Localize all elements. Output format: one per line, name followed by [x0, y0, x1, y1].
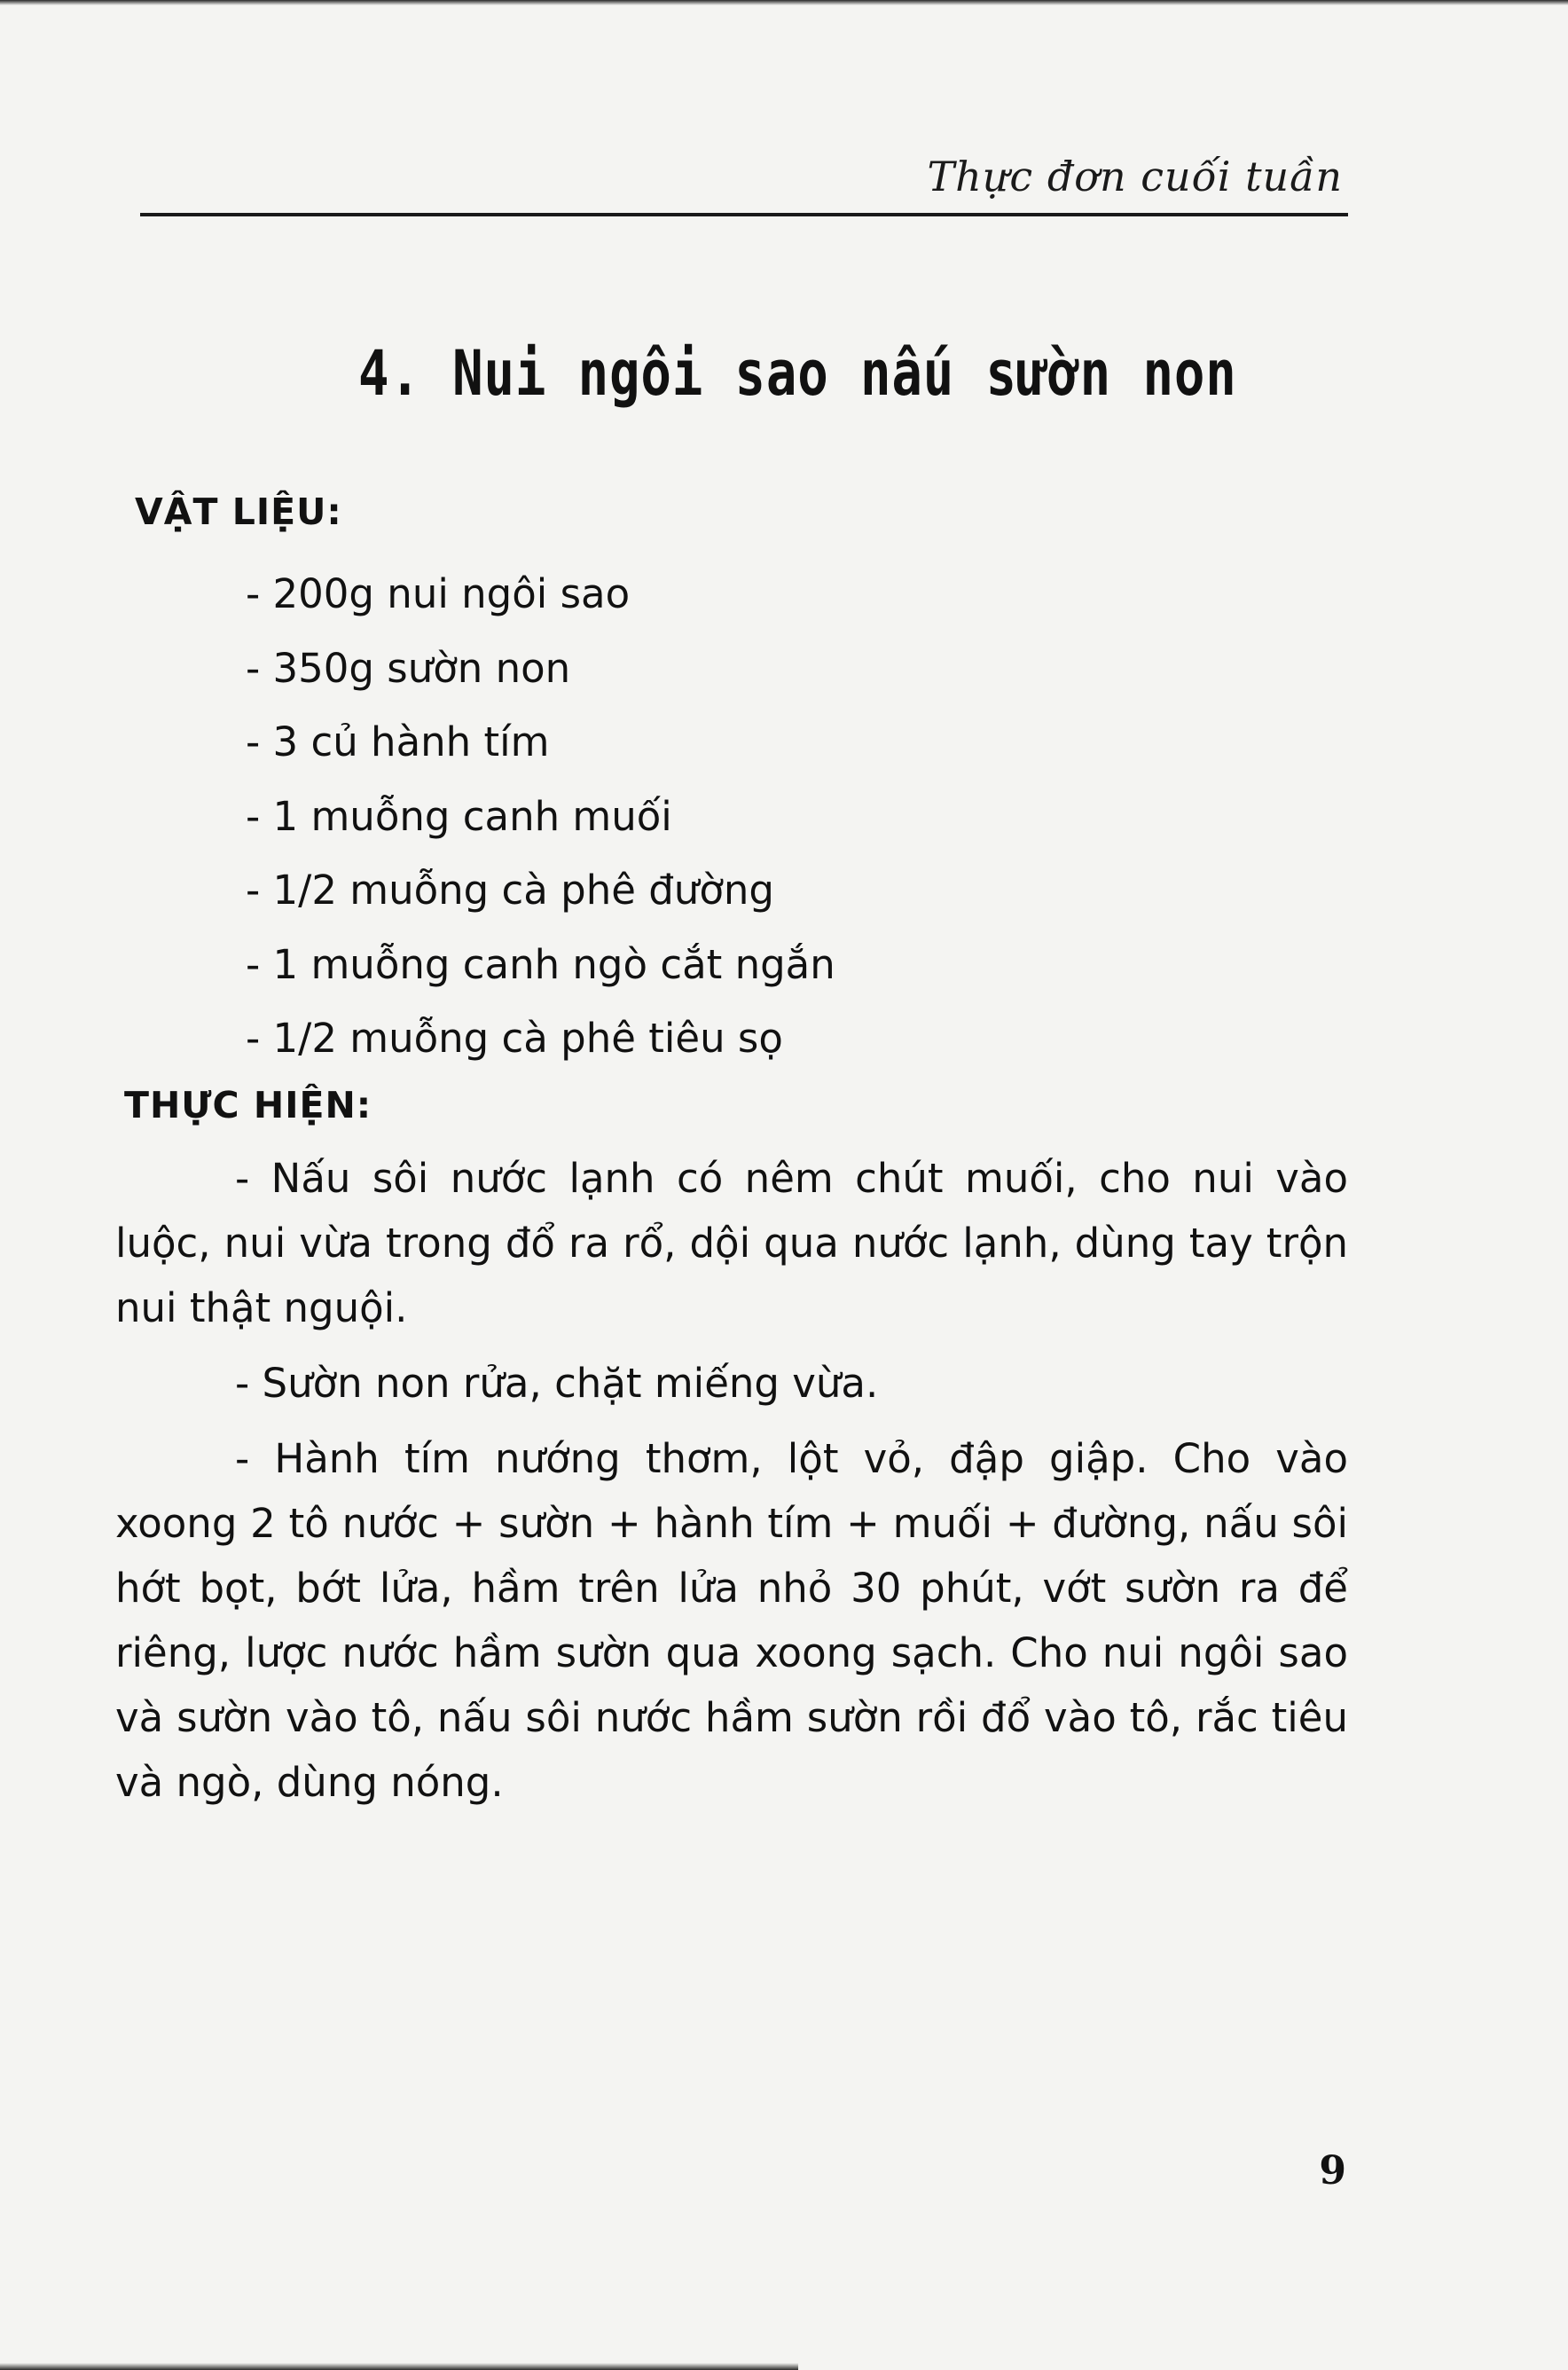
steps-heading: THỰC HIỆN: [124, 1084, 372, 1126]
running-header: Thực đơn cuối tuần [927, 153, 1343, 200]
ingredient-list [246, 557, 835, 1076]
ingredient-item: - 1/2 muỗng cà phê đường [246, 867, 774, 914]
ingredient-item: - 3 củ hành tím [246, 718, 550, 765]
page-top-edge [0, 0, 1568, 5]
ingredient-item: - 350g sườn non [246, 644, 571, 692]
steps-body [115, 1146, 1348, 1825]
ingredient-item: - 1 muỗng canh ngò cắt ngắn [246, 940, 835, 988]
recipe-title: 4. Nui ngôi sao nấu sườn non [358, 337, 1237, 410]
step-paragraph: - Hành tím nướng thơm, lột vỏ, đập giập. Cho vào xoong 2 tô nước + sườn + hành tím + muối + đường, nấu sôi hớt bọt, bớt lửa, hầm trên lửa nhỏ 30 phút, vớt sườn ra để riêng, lược nước hầm sườn qua xoong sạch. Cho nui ngôi sao và sườn vào tô, nấu sôi nước hầm sườn rồi đổ vào tô, rắc tiêu và ngò, dùng nóng. [115, 1435, 1348, 1806]
page-number: 9 [1319, 2148, 1346, 2193]
step-paragraph: - Nấu sôi nước lạnh có nêm chút muối, cho nui vào luộc, nui vừa trong đổ ra rổ, dội qua nước lạnh, dùng tay trộn nui thật nguội. [115, 1155, 1348, 1331]
ingredient-item: - 1 muỗng canh muối [246, 792, 672, 840]
step-paragraph: - Sườn non rửa, chặt miếng vừa. [235, 1360, 879, 1407]
ingredients-heading: VẬT LIỆU: [135, 490, 342, 533]
ingredient-item: - 200g nui ngôi sao [246, 570, 631, 617]
ingredient-item: - 1/2 muỗng cà phê tiêu sọ [246, 1015, 783, 1062]
page-bottom-edge [0, 2363, 798, 2370]
header-rule [140, 213, 1348, 216]
